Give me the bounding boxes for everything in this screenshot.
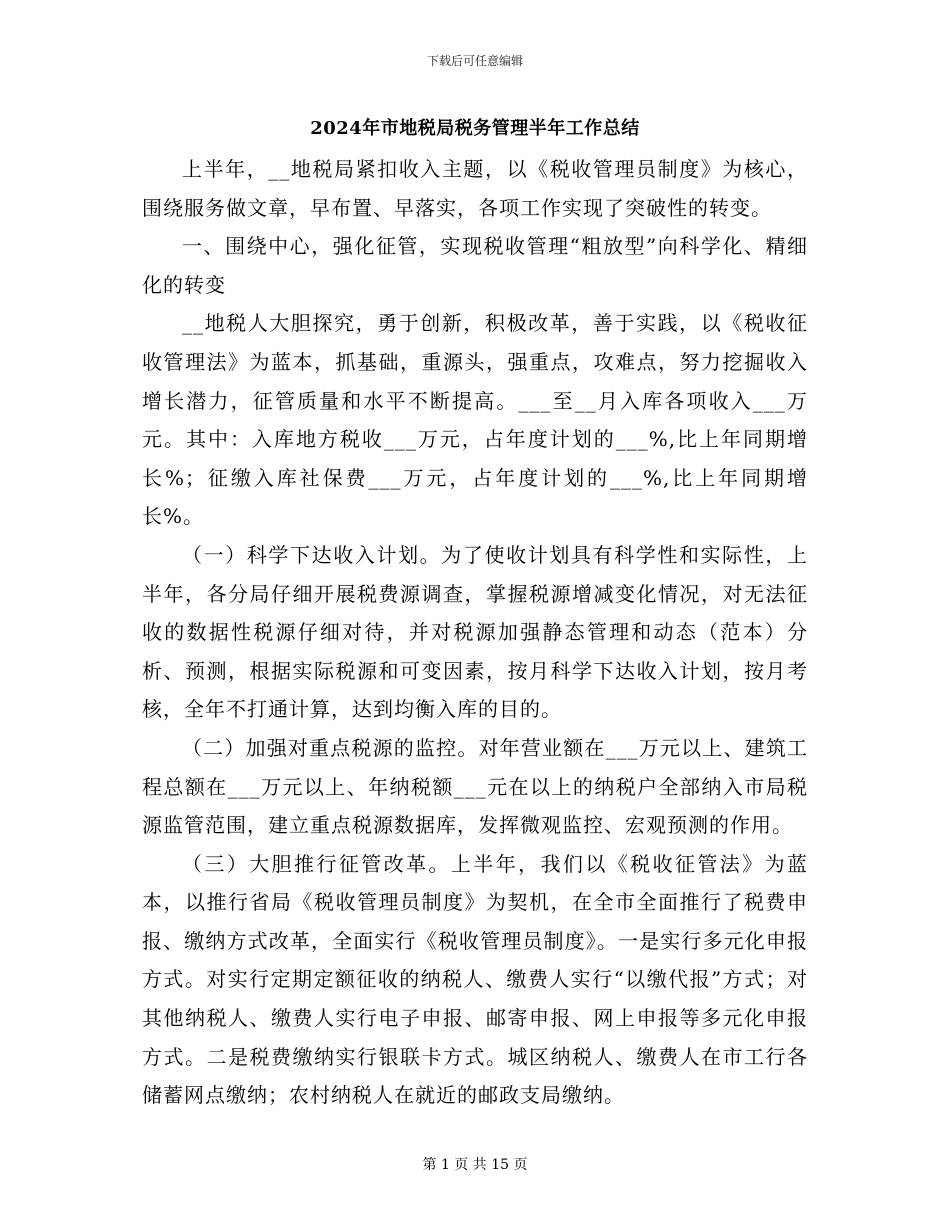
- paragraph-section-heading: 一、围绕中心，强化征管，实现税收管理“粗放型”向科学化、精细化的转变: [142, 234, 808, 297]
- document-title: 2024年市地税局税务管理半年工作总结: [310, 118, 640, 139]
- document-body: [142, 150, 808, 1115]
- paragraph-item-3: （三）大胆推行征管改革。上半年，我们以《税收征管法》为蓝本，以推行省局《税收管理员制度》为契机，在全市全面推行了税费申报、缴纳方式改革，全面实行《税收管理员制度》。一是实行多元化申报方式。对实行定期定额征收的纳税人、缴费人实行“以缴代报”方式；对其他纳税人、缴费人实行电子申报、邮寄申报、网上申报等多元化申报方式。二是税费缴纳实行银联卡方式。城区纳税人、缴费人在市工行各储蓄网点缴纳；农村纳税人在就近的邮政支局缴纳。: [142, 851, 808, 1108]
- page-number: 第 1 页 共 15 页: [422, 1157, 528, 1173]
- paragraph-item-1: （一）科学下达收入计划。为了使收计划具有科学性和实际性，上半年，各分局仔细开展税费源调查，掌握税源增减变化情况，对无法征收的数据性税源仔细对待，并对税源加强静态管理和动态（范本）分析、预测，根据实际税源和可变因素，按月科学下达收入计划，按月考核，全年不打通计算，达到均衡入库的目的。: [142, 542, 808, 722]
- paragraph-item-2: （二）加强对重点税源的监控。对年营业额在___万元以上、建筑工程总额在___万元以上、年纳税额___元在以上的纳税户全部纳入市局税源监管范围，建立重点税源数据库，发挥微观监控、宏观预测的作用。: [142, 735, 808, 838]
- paragraph-intro: 上半年，__地税局紧扣收入主题，以《税收管理员制度》为核心，围绕服务做文章，早布置、早落实，各项工作实现了突破性的转变。: [142, 157, 808, 220]
- paragraph-overview: __地税人大胆探究，勇于创新，积极改革，善于实践，以《税收征收管理法》为蓝本，抓基础，重源头，强重点，攻难点，努力挖掘收入增长潜力，征管质量和水平不断提高。___至__月入库各项收入___万元。其中：入库地方税收___万元，占年度计划的___%,比上年同期增长%；征缴入库社保费___万元，占年度计划的___%,比上年同期增长%。: [142, 311, 808, 529]
- page-header-note: 下载后可任意编辑: [426, 54, 523, 68]
